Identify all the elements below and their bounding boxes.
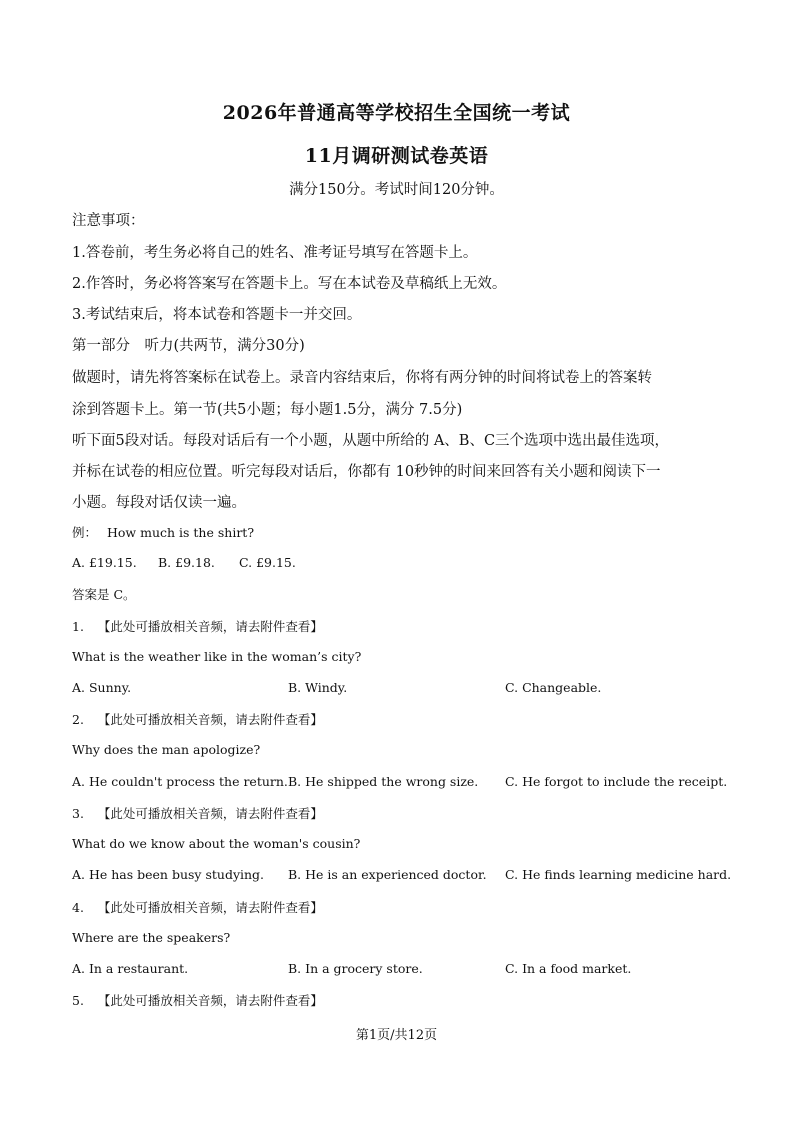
example-label: 例： <box>72 525 98 540</box>
option-c: C. Changeable. <box>505 680 602 695</box>
example-question <box>72 523 732 541</box>
question-text: Where are the speakers? <box>72 930 231 945</box>
example-option: A. £19.15. <box>72 555 137 570</box>
question-text: Why does the man apologize? <box>72 742 261 757</box>
note-item: 1.答卷前，考生务必将自己的姓名、准考证号填写在答题卡上。 <box>72 245 478 261</box>
question-number: 4. <box>72 900 84 915</box>
note-item: 3.考试结束后，将本试卷和答题卡一并交回。 <box>72 307 362 323</box>
exam-title: 2026年普通高等学校招生全国统一考试 <box>222 102 571 124</box>
question-text: What is the weather like in the woman’s city? <box>72 649 362 664</box>
question-number: 5. <box>72 993 84 1008</box>
audio-link[interactable]: 【此处可播放相关音频，请去附件查看】 <box>97 900 323 915</box>
question-number-row <box>72 991 732 1009</box>
question-number: 1. <box>72 619 84 634</box>
option-c: C. He forgot to include the receipt. <box>505 774 728 789</box>
part-heading: 第一部分 听力(共两节，满分30分) <box>72 338 305 354</box>
notes-heading: 注意事项： <box>72 213 145 229</box>
option-b: B. Windy. <box>288 680 348 695</box>
option-a: A. In a restaurant. <box>72 961 189 976</box>
question-number-row <box>72 804 732 822</box>
question-text: What do we know about the woman's cousin? <box>72 836 361 851</box>
audio-link[interactable]: 【此处可播放相关音频，请去附件查看】 <box>97 806 323 821</box>
question-number-row <box>72 710 732 728</box>
question-number: 2. <box>72 712 84 727</box>
instruction-line: 做题时，请先将答案标在试卷上。录音内容结束后，你将有两分钟的时间将试卷上的答案转 <box>72 370 652 386</box>
instruction-line: 涂到答题卡上。第一节(共5小题；每小题1.5分，满分 7.5分) <box>72 402 463 418</box>
question-number-row <box>72 898 732 916</box>
option-b: B. He is an experienced doctor. <box>288 867 487 882</box>
instruction-line: 并标在试卷的相应位置。听完每段对话后，你都有 10秒钟的时间来回答有关小题和阅读下一 <box>72 464 661 480</box>
audio-link[interactable]: 【此处可播放相关音频，请去附件查看】 <box>97 712 323 727</box>
option-c: C. He finds learning medicine hard. <box>505 867 732 882</box>
option-b: B. He shipped the wrong size. <box>288 774 479 789</box>
example-option: B. £9.18. <box>158 555 215 570</box>
example-question-text: How much is the shirt? <box>107 525 255 540</box>
option-a: A. He couldn't process the return. <box>72 774 288 789</box>
exam-subtitle: 11月调研测试卷英语 <box>304 145 489 167</box>
question-number-row <box>72 617 732 635</box>
example-answer: 答案是 C。 <box>72 587 136 602</box>
audio-link[interactable]: 【此处可播放相关音频，请去附件查看】 <box>97 993 323 1008</box>
note-item: 2.作答时，务必将答案写在答题卡上。写在本试卷及草稿纸上无效。 <box>72 276 507 292</box>
option-a: A. He has been busy studying. <box>72 867 265 882</box>
page-footer: 第1页/共12页 <box>355 1028 438 1043</box>
instruction-line: 听下面5段对话。每段对话后有一个小题，从题中所给的 A、B、C三个选项中选出最佳选项， <box>72 433 670 449</box>
question-number: 3. <box>72 806 84 821</box>
option-b: B. In a grocery store. <box>288 961 423 976</box>
example-option: C. £9.15. <box>239 555 296 570</box>
instruction-line: 小题。每段对话仅读一遍。 <box>72 495 246 511</box>
option-a: A. Sunny. <box>72 680 132 695</box>
score-info: 满分150分。考试时间120分钟。 <box>289 182 504 198</box>
option-c: C. In a food market. <box>505 961 632 976</box>
audio-link[interactable]: 【此处可播放相关音频，请去附件查看】 <box>97 619 323 634</box>
